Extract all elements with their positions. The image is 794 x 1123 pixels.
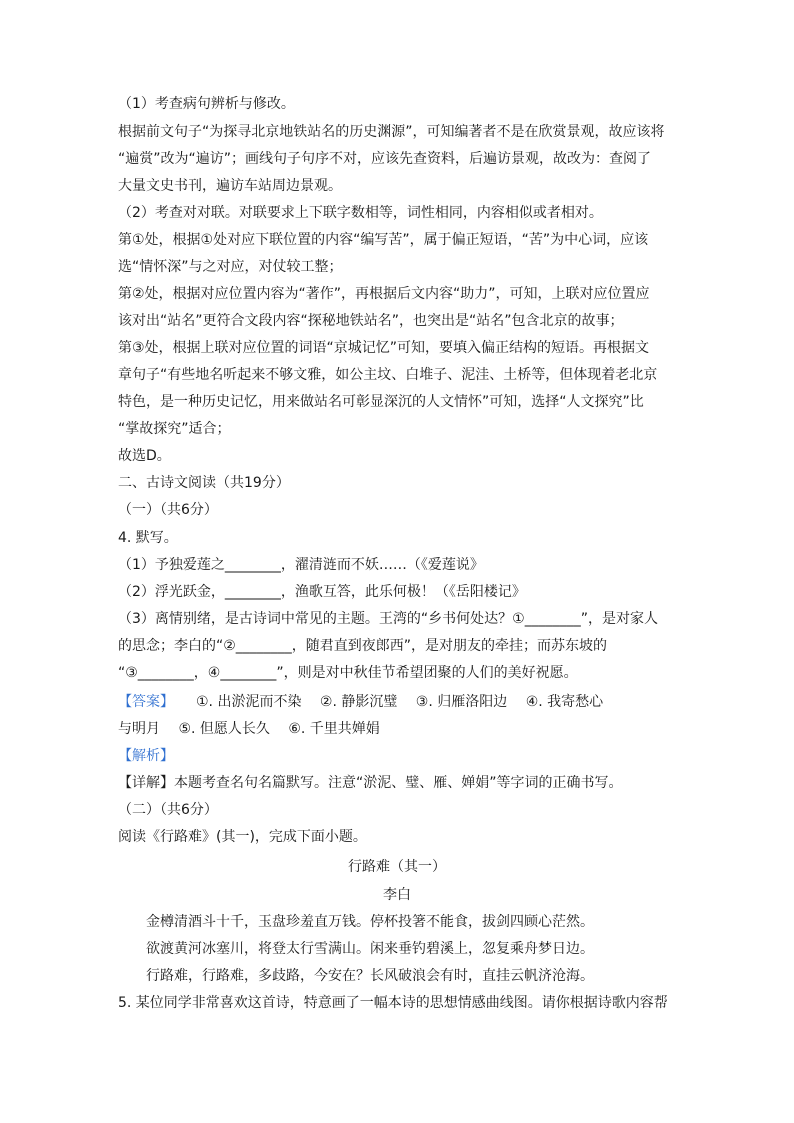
question-5: 5. 某位同学非常喜欢这首诗，特意画了一幅本诗的思想情感曲线图。请你根据诗歌内容帮 — [118, 995, 668, 1011]
answer-label: 【答案】 — [118, 694, 174, 710]
poem-author: 李白 — [383, 887, 411, 903]
question-4-1: （1）予独爱莲之________，濯清涟而不妖……（《爱莲说》 — [118, 557, 484, 573]
poem-title: 行路难（其一） — [348, 859, 446, 875]
subsection-heading: （一）（共6分） — [118, 502, 218, 518]
text-line: 故选D。 — [118, 448, 171, 464]
text-line: “掌故探究”适合； — [118, 421, 231, 437]
question-4-3: （3）离情别绪，是古诗词中常见的主题。王湾的“乡书何处达？①________”，是对家人 — [118, 611, 658, 627]
detail-text: 【详解】本题考查名句名篇默写。注意“淤泥、璧、雁、婵娟”等字词的正确书写。 — [118, 775, 623, 791]
text-line: 章句子“有些地名听起来不够文雅，如公主坟、白堆子、泥洼、土桥等，但体现着老北京 — [118, 367, 658, 383]
section-heading: 二、古诗文阅读（共19分） — [118, 475, 290, 491]
text-line: （1）考查病句辨析与修改。 — [118, 96, 295, 112]
poem-line: 欲渡黄河冰塞川，将登太行雪满山。闲来垂钓碧溪上，忽复乘舟梦日边。 — [146, 941, 594, 957]
poem-line: 行路难，行路难，多歧路，今安在？长风破浪会有时，直挂云帆济沧海。 — [146, 968, 594, 984]
analysis-label: 【解析】 — [118, 748, 174, 764]
text-line: （2）考查对对联。对联要求上下联字数相等，词性相同，内容相似或者相对。 — [118, 205, 603, 221]
text-line: 大量文史书刊，遍访车站周边景观。 — [118, 178, 342, 194]
question-4-3: 的思念；李白的“②________，随君直到夜郎西”，是对朋友的牵挂；而苏东坡的 — [118, 638, 608, 654]
text-line: 第③处，根据上联对应位置的词语“京城记忆”可知，要填入偏正结构的短语。再根据文 — [118, 340, 650, 356]
answer-line: 与明月 ⑤. 但愿人长久 ⑥. 千里共婵娟 — [118, 721, 380, 737]
question-4-2: （2）浮光跃金，________，渔歌互答，此乐何极！（《岳阳楼记》 — [118, 584, 526, 600]
text-line: 第①处，根据①处对应下联位置的内容“编写苦”，属于偏正短语，“苦”为中心词，应该 — [118, 232, 649, 248]
reading-intro: 阅读《行路难》(其一)，完成下面小题。 — [118, 829, 367, 845]
text-line: 特色，是一种历史记忆，用来做站名可彰显深沉的人文情怀”可知，选择“人文探究”比 — [118, 394, 644, 410]
text-line: “遍赏”改为“遍访”；画线句子句序不对，应该先查资料，后遍访景观，故改为：查阅了 — [118, 151, 652, 167]
answer-text: ①. 出淤泥而不染 ②. 静影沉璧 ③. 归雁洛阳边 ④. 我寄愁心 — [196, 694, 604, 710]
answer-line — [118, 692, 678, 712]
text-line: 该对出“站名”更符合文段内容“探秘地铁站名”，也突出是“站名”包含北京的故事； — [118, 313, 624, 329]
question-4-3: “③________，④________”，则是对中秋佳节希望团聚的人们的美好祝愿。 — [118, 665, 578, 681]
text-line: 选“情怀深”与之对应，对仗较工整； — [118, 259, 343, 275]
question-4: 4. 默写。 — [118, 530, 178, 546]
text-line: 根据前文句子“为探寻北京地铁站名的历史渊源”，可知编著者不是在欣赏景观，故应该将 — [118, 124, 665, 140]
poem-line: 金樽清酒斗十千，玉盘珍羞直万钱。停杯投箸不能食，拔剑四顾心茫然。 — [146, 914, 594, 930]
subsection-heading: （二）（共6分） — [118, 802, 218, 818]
text-line: 第②处，根据对应位置内容为“著作”，再根据后文内容“助力”，可知，上联对应位置应 — [118, 286, 650, 302]
